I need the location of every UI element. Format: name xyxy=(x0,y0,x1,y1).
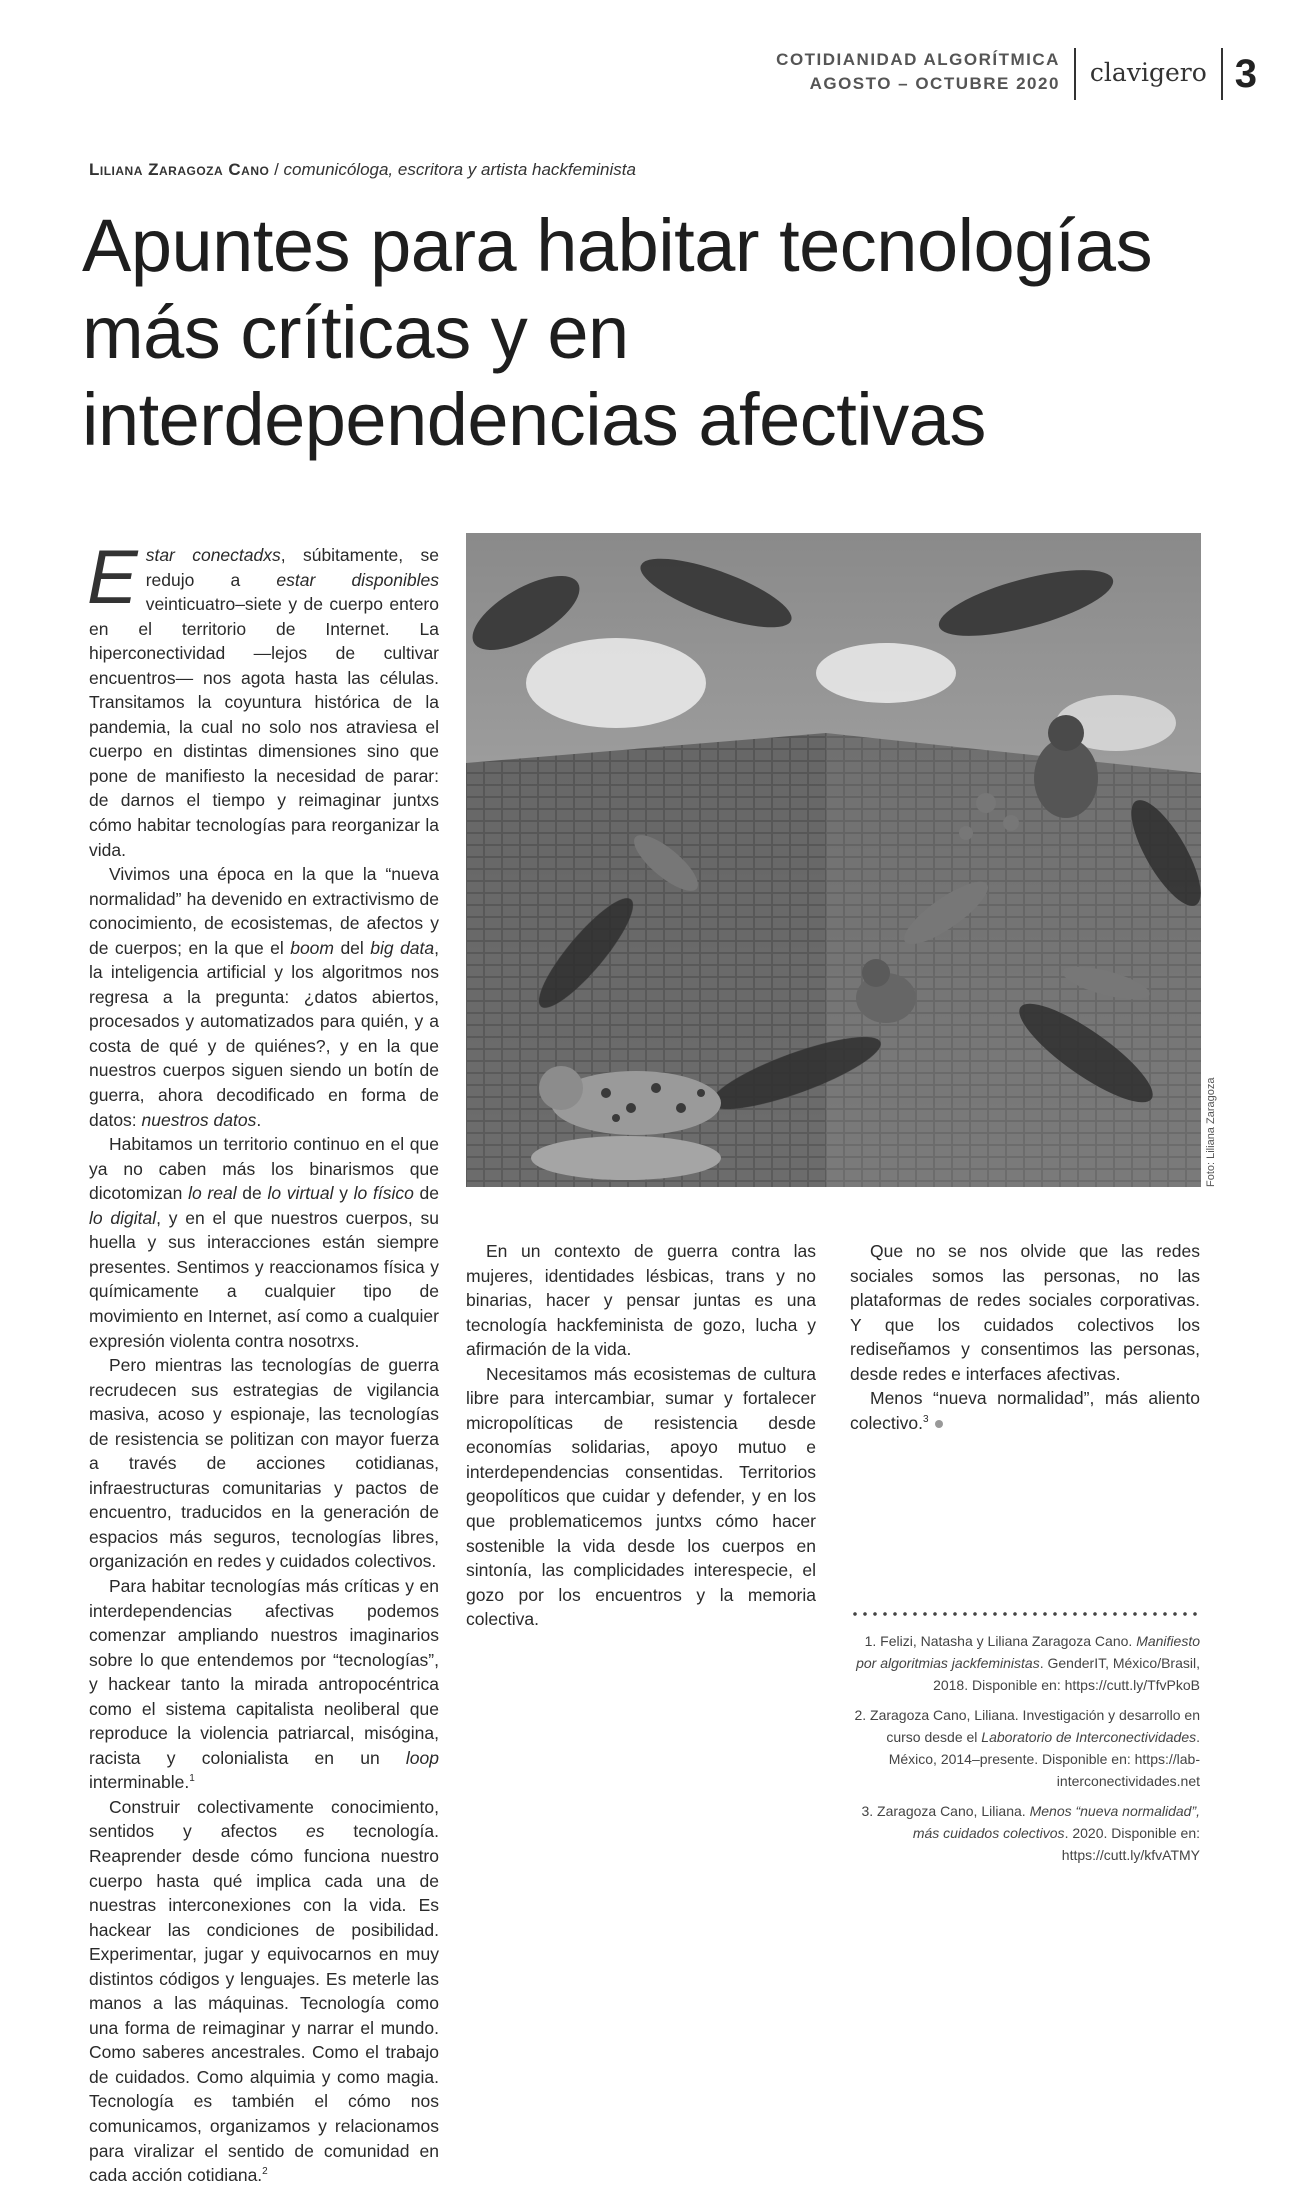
article-title: Apuntes para habitar tecnologías más críticas y en interdependencias afectivas xyxy=(82,204,1153,461)
author-role: comunicóloga, escritora y artista hackfeminista xyxy=(283,160,636,179)
byline xyxy=(89,160,636,180)
building-shape xyxy=(826,733,1201,1187)
footnotes xyxy=(850,1630,1200,1874)
paragraph: Pero mientras las tecnologías de guerra recrudecen sus estrategias de vigilancia masiva, acoso y espionaje, las tecnologías de resistencia se politizan con mayor fuerza a través de acciones cotidianas, infraestructuras comunitarias y pactos de encuentro, traducidos en la generación de espacios más seguros, tecnologías libres, organización en redes y cuidados colectivos. xyxy=(89,1355,439,1572)
paragraph: Habitamos un territorio continuo en el que ya no caben más los binarismos que dicotomizan lo real de lo virtual y lo físico de lo digital, y en el que nuestros cuerpos, su huella y sus interacciones están siempre presentes. Sentimos y reaccionamos física y químicamente a cualquier tipo de movimiento en Internet, así como a cualquier expresión violenta contra nosotrxs. xyxy=(89,1134,439,1351)
drop-cap: E xyxy=(87,535,138,620)
author-name: Liliana Zaragoza Cano xyxy=(89,160,270,179)
footnote: 2. Zaragoza Cano, Liliana. Investigación y desarrollo en curso desde el Laboratorio de Interconectividades. México, 2014–presente. Disponible en: https://lab-interconectividades.net xyxy=(854,1707,1200,1789)
footnote-ref: 2 xyxy=(262,2166,268,2178)
footnotes-divider xyxy=(850,1612,1200,1616)
footnote: 3. Zaragoza Cano, Liliana. Menos “nueva normalidad”, más cuidados colectivos. 2020. Disponible en: https://cutt.ly/kfvATMY xyxy=(861,1803,1200,1863)
end-mark-icon xyxy=(935,1420,943,1428)
cloud-shape xyxy=(526,638,706,728)
text-column-2 xyxy=(466,1239,816,1632)
issue-date: AGOSTO – OCTUBRE 2020 xyxy=(809,74,1060,93)
footnote-ref: 1 xyxy=(189,1773,195,1785)
text-column-1 xyxy=(87,535,440,2188)
section-name: COTIDIANIDAD ALGORÍTMICA xyxy=(776,50,1060,69)
byline-separator: / xyxy=(274,160,279,179)
paragraph: Necesitamos más ecosistemas de cultura libre para intercambiar, sumar y fortalecer micropolíticas de resistencia desde economías solidarias, apoyo mutuo e interdependencias consentidas. Territorios geopolíticos que cuidar y defender, y en los que problematicemos juntxs cómo hacer sostenible la vida desde los cuerpos en sintonía, las complicidades interespecie, el gozo por los encuentros y la memoria colectiva. xyxy=(466,1363,816,1630)
header-section-info xyxy=(776,48,1074,96)
magazine-name: clavigero xyxy=(1089,58,1207,87)
paragraph: Construir colectivamente conocimiento, sentidos y afectos es tecnología. Reaprender desde cómo funciona nuestro cuerpo hasta qué implica cada una de nuestras interconexiones con la vida. Es hackear las condiciones de posibilidad. Experimentar, jugar y equivocarnos en muy distintos códigos y lenguajes. Es meterle las manos a las máquinas. Tecnología como una forma de reimaginar y narrar el mundo. Como saberes ancestrales. Como el trabajo de cuidados. Como alquimia y como magia. Tecnología es también el cómo nos comunicamos, organizamos y relacionamos para viralizar el sentido de comunidad en cada acción cotidiana.$^2$ xyxy=(89,1796,439,2186)
text-column-3 xyxy=(850,1239,1200,1435)
footnote: 1. Felizi, Natasha y Liliana Zaragoza Cano. Manifiesto por algoritmias jackfeministas. GenderIT, México/Brasil, 2018. Disponible en: https://cutt.ly/TfvPkoB xyxy=(856,1633,1200,1693)
page-header xyxy=(776,48,1257,100)
page-number: 3 xyxy=(1234,52,1257,96)
paragraph: Estar conectadxs, súbitamente, se redujo a estar disponibles veinticuatro–siete y de cuerpo entero en el territorio de Internet. La hiperconectividad —lejos de cultivar encuentros— nos agota hasta las células. Transitamos la coyuntura histórica de la pandemia, la cual no solo nos atraviesa el cuerpo en distintas dimensiones sino que pone de manifiesto la necesidad de parar: de darnos el tiempo y reimaginar juntxs cómo habitar tecnologías para reorganizar la vida. xyxy=(87,535,440,860)
footnote-ref: 3 xyxy=(922,1414,929,1425)
paragraph: Vivimos una época en la que la “nueva normalidad” ha devenido en extractivismo de conocimiento, de ecosistemas, de afectos y de cuerpos; en la que el boom del big data, la inteligencia artificial y los algoritmos nos regresa a la pregunta: ¿datos abiertos, procesados y automatizados para quién, y a costa de qué y de quiénes?, y en la que nuestros cuerpos siguen siendo un botín de guerra, ahora decodificado en forma de datos: nuestros datos. xyxy=(89,864,440,1130)
paragraph: Que no se nos olvide que las redes sociales somos las personas, no las plataformas de redes sociales corporativas. Y que los cuidados colectivos los rediseñamos y consentimos las personas, desde redes e interfaces afectivas. xyxy=(850,1241,1200,1384)
article-photo xyxy=(466,533,1201,1187)
pedestal-shape xyxy=(531,1136,721,1180)
paragraph: Menos “nueva normalidad”, más aliento colectivo.$^3$ xyxy=(850,1388,1200,1433)
photo-credit: Foto: Liliana Zaragoza xyxy=(1205,1077,1217,1187)
paragraph: Para habitar tecnologías más críticas y en interdependencias afectivas podemos comenzar ampliando nuestros imaginarios sobre lo que entendemos por “tecnologías”, y hackear tanto la mirada antropocéntrica como el sistema capitalista neoliberal que reproduce la violencia patriarcal, misógina, racista y colonialista en un loop interminable.$^1$ xyxy=(89,1575,439,1793)
cloud-shape xyxy=(816,643,956,703)
paragraph: En un contexto de guerra contra las mujeres, identidades lésbicas, trans y no binarias, hacer y pensar juntas es una tecnología hackfeminista de gozo, lucha y afirmación de la vida. xyxy=(466,1241,816,1360)
